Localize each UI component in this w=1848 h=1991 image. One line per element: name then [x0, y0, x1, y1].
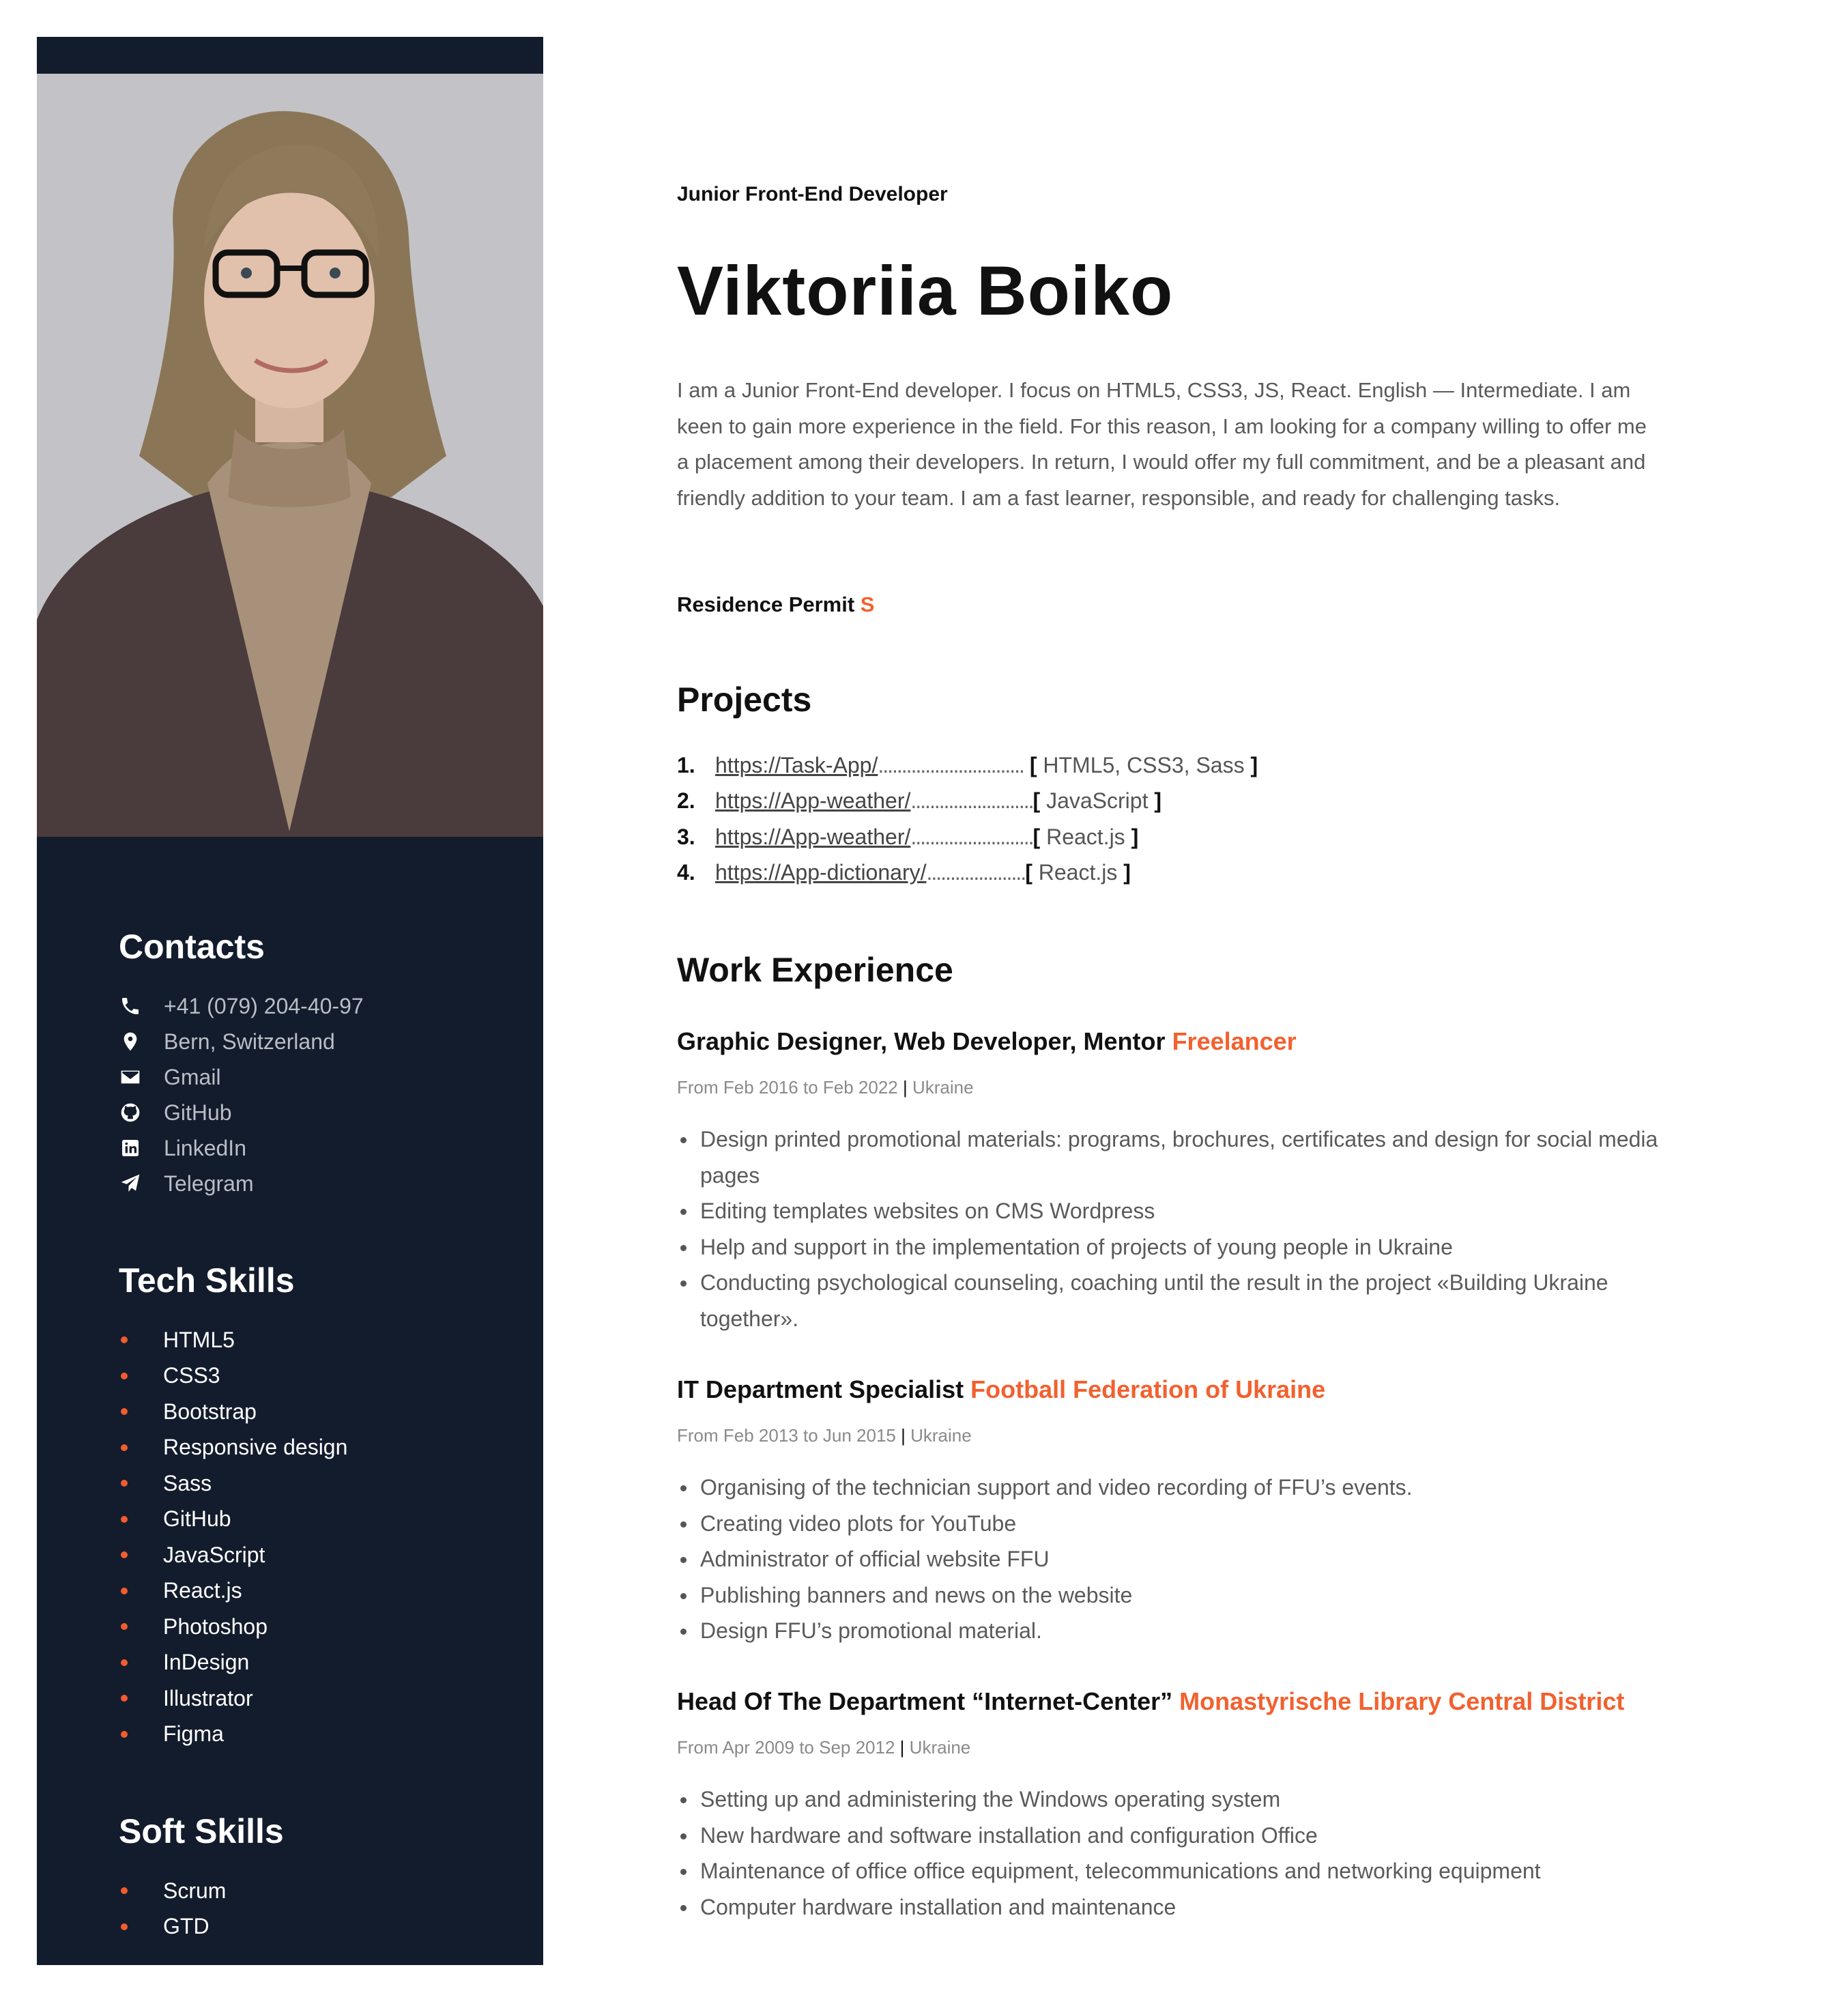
project-item: [677, 747, 1258, 784]
tech-skill-label: GitHub: [163, 1506, 231, 1532]
job-company: Freelancer: [1172, 1027, 1297, 1055]
job-heading: [677, 1682, 1660, 1721]
project-number: 1.: [677, 752, 695, 777]
soft-skill-item: [119, 1873, 284, 1909]
job-meta: [677, 1077, 1687, 1098]
soft-skill-label: GTD: [163, 1914, 210, 1939]
linkedin-icon: [119, 1136, 142, 1160]
meta-separator: |: [902, 1077, 908, 1098]
job-role: Head Of The Department “Internet-Center”: [677, 1687, 1173, 1715]
tech-skill-item: [119, 1322, 347, 1358]
tech-skill-label: Sass: [163, 1470, 212, 1495]
contact-telegram-text: Telegram: [164, 1171, 254, 1196]
project-link[interactable]: https://App-weather/: [715, 788, 911, 814]
job-duty: Design printed promotional materials: programs, brochures, certificates and design for social media pages: [677, 1121, 1687, 1193]
job-period: From Feb 2013 to Jun 2015: [677, 1425, 896, 1446]
job-meta: [677, 1425, 1687, 1446]
permit-label: Residence Permit: [677, 592, 855, 616]
project-leader-dots: .....................: [926, 860, 1026, 885]
job-entry: [677, 1022, 1687, 1336]
job-duty: New hardware and software installation and configuration Office: [677, 1818, 1660, 1854]
tech-skills-title: Tech Skills: [119, 1261, 295, 1300]
job-company: Football Federation of Ukraine: [970, 1375, 1326, 1403]
tech-skill-item: [119, 1394, 347, 1430]
job-period: From Apr 2009 to Sep 2012: [677, 1737, 895, 1758]
projects-list: [677, 747, 1258, 891]
residence-permit: [677, 592, 874, 617]
soft-skill-item: [119, 1909, 284, 1945]
sidebar: [37, 37, 543, 1965]
bracket-open: [: [1025, 860, 1039, 885]
job-duty: Setting up and administering the Windows operating system: [677, 1781, 1660, 1818]
tech-skill-label: Photoshop: [163, 1614, 268, 1639]
contact-phone[interactable]: [119, 988, 364, 1024]
bullet-dot: [121, 1695, 128, 1702]
job-location: Ukraine: [910, 1425, 972, 1446]
job-duties: [677, 1781, 1660, 1925]
bullet-dot: [121, 1659, 128, 1666]
meta-separator: |: [901, 1425, 906, 1446]
contact-github[interactable]: [119, 1095, 364, 1130]
tech-skill-item: [119, 1465, 347, 1502]
project-link[interactable]: https://App-dictionary/: [715, 860, 927, 885]
tech-skill-item: [119, 1609, 347, 1645]
contact-telegram[interactable]: [119, 1166, 364, 1201]
job-duty: Help and support in the implementation of projects of young people in Ukraine: [677, 1229, 1687, 1265]
bullet-dot: [121, 1516, 128, 1523]
bracket-close: ]: [1117, 860, 1131, 885]
project-number: 3.: [677, 824, 695, 849]
meta-separator: |: [899, 1737, 905, 1758]
contacts-title: Contacts: [119, 928, 265, 966]
job-duty: Editing templates websites on CMS Wordpress: [677, 1193, 1687, 1229]
soft-skills-section: [119, 1811, 284, 1945]
soft-skill-label: Scrum: [163, 1878, 227, 1903]
telegram-icon: [119, 1172, 142, 1195]
tech-skill-label: JavaScript: [163, 1542, 265, 1567]
bullet-dot: [121, 1551, 128, 1558]
soft-skills-title: Soft Skills: [119, 1812, 284, 1850]
project-link[interactable]: https://Task-App/: [715, 752, 878, 777]
project-item: [677, 819, 1258, 855]
projects-title: Projects: [677, 681, 812, 719]
envelope-icon: [119, 1065, 142, 1089]
contact-gmail[interactable]: [119, 1059, 364, 1095]
job-duty: Administrator of official website FFU: [677, 1541, 1687, 1577]
job-duty: Conducting psychological counseling, coaching until the result in the project «Building Ukraine together».: [677, 1265, 1687, 1336]
contact-gmail-text: Gmail: [164, 1064, 221, 1089]
map-pin-icon: [119, 1030, 142, 1053]
project-number: 2.: [677, 788, 695, 814]
job-duty: Publishing banners and news on the website: [677, 1577, 1687, 1614]
job-duty: Organising of the technician support and video recording of FFU’s events.: [677, 1470, 1687, 1506]
contact-location-text: Bern, Switzerland: [164, 1029, 335, 1054]
project-item: [677, 855, 1258, 891]
tech-skill-item: [119, 1573, 347, 1609]
contact-location[interactable]: [119, 1024, 364, 1059]
job-heading: [677, 1022, 1687, 1061]
tech-skill-item: [119, 1717, 347, 1753]
work-experience-title: Work Experience: [677, 951, 953, 989]
contact-linkedin-text: LinkedIn: [164, 1135, 246, 1160]
job-duty: Design FFU’s promotional material.: [677, 1613, 1687, 1649]
tech-skill-label: React.js: [163, 1578, 242, 1603]
permit-value: S: [860, 592, 875, 616]
job-duty: Computer hardware installation and maintenance: [677, 1889, 1660, 1925]
job-location: Ukraine: [912, 1077, 974, 1098]
tech-skill-item: [119, 1680, 347, 1717]
bullet-dot: [121, 1480, 128, 1487]
job-duties: [677, 1470, 1687, 1649]
job-duties: [677, 1121, 1687, 1336]
bracket-close: ]: [1125, 824, 1139, 849]
tech-skill-item: [119, 1358, 347, 1394]
tech-skill-label: CSS3: [163, 1363, 220, 1388]
project-number: 4.: [677, 860, 695, 885]
tech-skill-label: InDesign: [163, 1650, 250, 1675]
project-leader-dots: ..........................: [910, 824, 1033, 849]
bracket-close: ]: [1244, 752, 1258, 777]
bullet-dot: [121, 1623, 128, 1630]
tech-skills-section: [119, 1261, 347, 1752]
contact-linkedin[interactable]: [119, 1130, 364, 1166]
github-icon: [119, 1101, 142, 1124]
job-role: IT Department Specialist: [677, 1375, 964, 1403]
tech-skill-item: [119, 1537, 347, 1573]
about-paragraph: I am a Junior Front-End developer. I focus on HTML5, CSS3, JS, React. English — Intermediate. I am keen to gain more experience in the field. For this reason, I am looking for a company willing to offer me a placement among their developers. In return, I would offer my full commitment, and be a pleasant and friendly addition to your team. I am a fast learner, responsible, and ready for challenging tasks.: [677, 378, 1647, 510]
profile-photo: [37, 74, 543, 837]
bullet-dot: [121, 1887, 128, 1894]
profile-photo-illustration: [37, 74, 543, 837]
tech-skill-item: [119, 1502, 347, 1538]
project-tech: HTML5, CSS3, Sass: [1043, 752, 1245, 777]
job-heading: [677, 1371, 1687, 1409]
project-tech: JavaScript: [1046, 788, 1149, 814]
project-link[interactable]: https://App-weather/: [715, 824, 911, 849]
bracket-open: [: [1033, 788, 1047, 814]
tech-skill-label: HTML5: [163, 1327, 235, 1352]
position-title: Junior Front-End Developer: [677, 183, 948, 205]
tech-skill-label: Figma: [163, 1721, 224, 1747]
job-duty: Creating video plots for YouTube: [677, 1506, 1687, 1542]
bullet-dot: [121, 1336, 128, 1343]
project-tech: React.js: [1046, 824, 1125, 849]
job-company: Monastyrische Library Central District: [1179, 1687, 1625, 1715]
job-location: Ukraine: [909, 1737, 971, 1758]
job-role: Graphic Designer, Web Developer, Mentor: [677, 1027, 1166, 1055]
job-period: From Feb 2016 to Feb 2022: [677, 1077, 898, 1098]
bullet-dot: [121, 1408, 128, 1415]
job-entry: [677, 1682, 1660, 1925]
tech-skill-item: [119, 1430, 347, 1466]
bullet-dot: [121, 1373, 128, 1379]
bullet-dot: [121, 1444, 128, 1451]
job-duty: Maintenance of office office equipment, telecommunications and networking equipment: [677, 1853, 1660, 1889]
contacts-section: [119, 927, 364, 1201]
bracket-open: [: [1023, 752, 1043, 777]
project-item: [677, 784, 1258, 820]
tech-skill-label: Bootstrap: [163, 1399, 257, 1424]
bullet-dot: [121, 1731, 128, 1738]
bullet-dot: [121, 1588, 128, 1594]
phone-icon: [119, 994, 142, 1018]
tech-skill-label: Responsive design: [163, 1435, 348, 1460]
contact-github-text: GitHub: [164, 1100, 232, 1125]
tech-skill-label: Illustrator: [163, 1685, 253, 1710]
contact-phone-text: +41 (079) 204-40-97: [164, 993, 364, 1018]
bullet-dot: [121, 1923, 128, 1930]
job-meta: [677, 1737, 1660, 1758]
tech-skill-item: [119, 1645, 347, 1681]
person-name: Viktoriia Boiko: [677, 252, 1174, 330]
project-leader-dots: ..........................: [910, 788, 1033, 814]
job-entry: [677, 1371, 1687, 1649]
bracket-open: [: [1033, 824, 1047, 849]
bracket-close: ]: [1148, 788, 1162, 814]
project-leader-dots: ...............................: [878, 752, 1024, 777]
project-tech: React.js: [1038, 860, 1118, 885]
